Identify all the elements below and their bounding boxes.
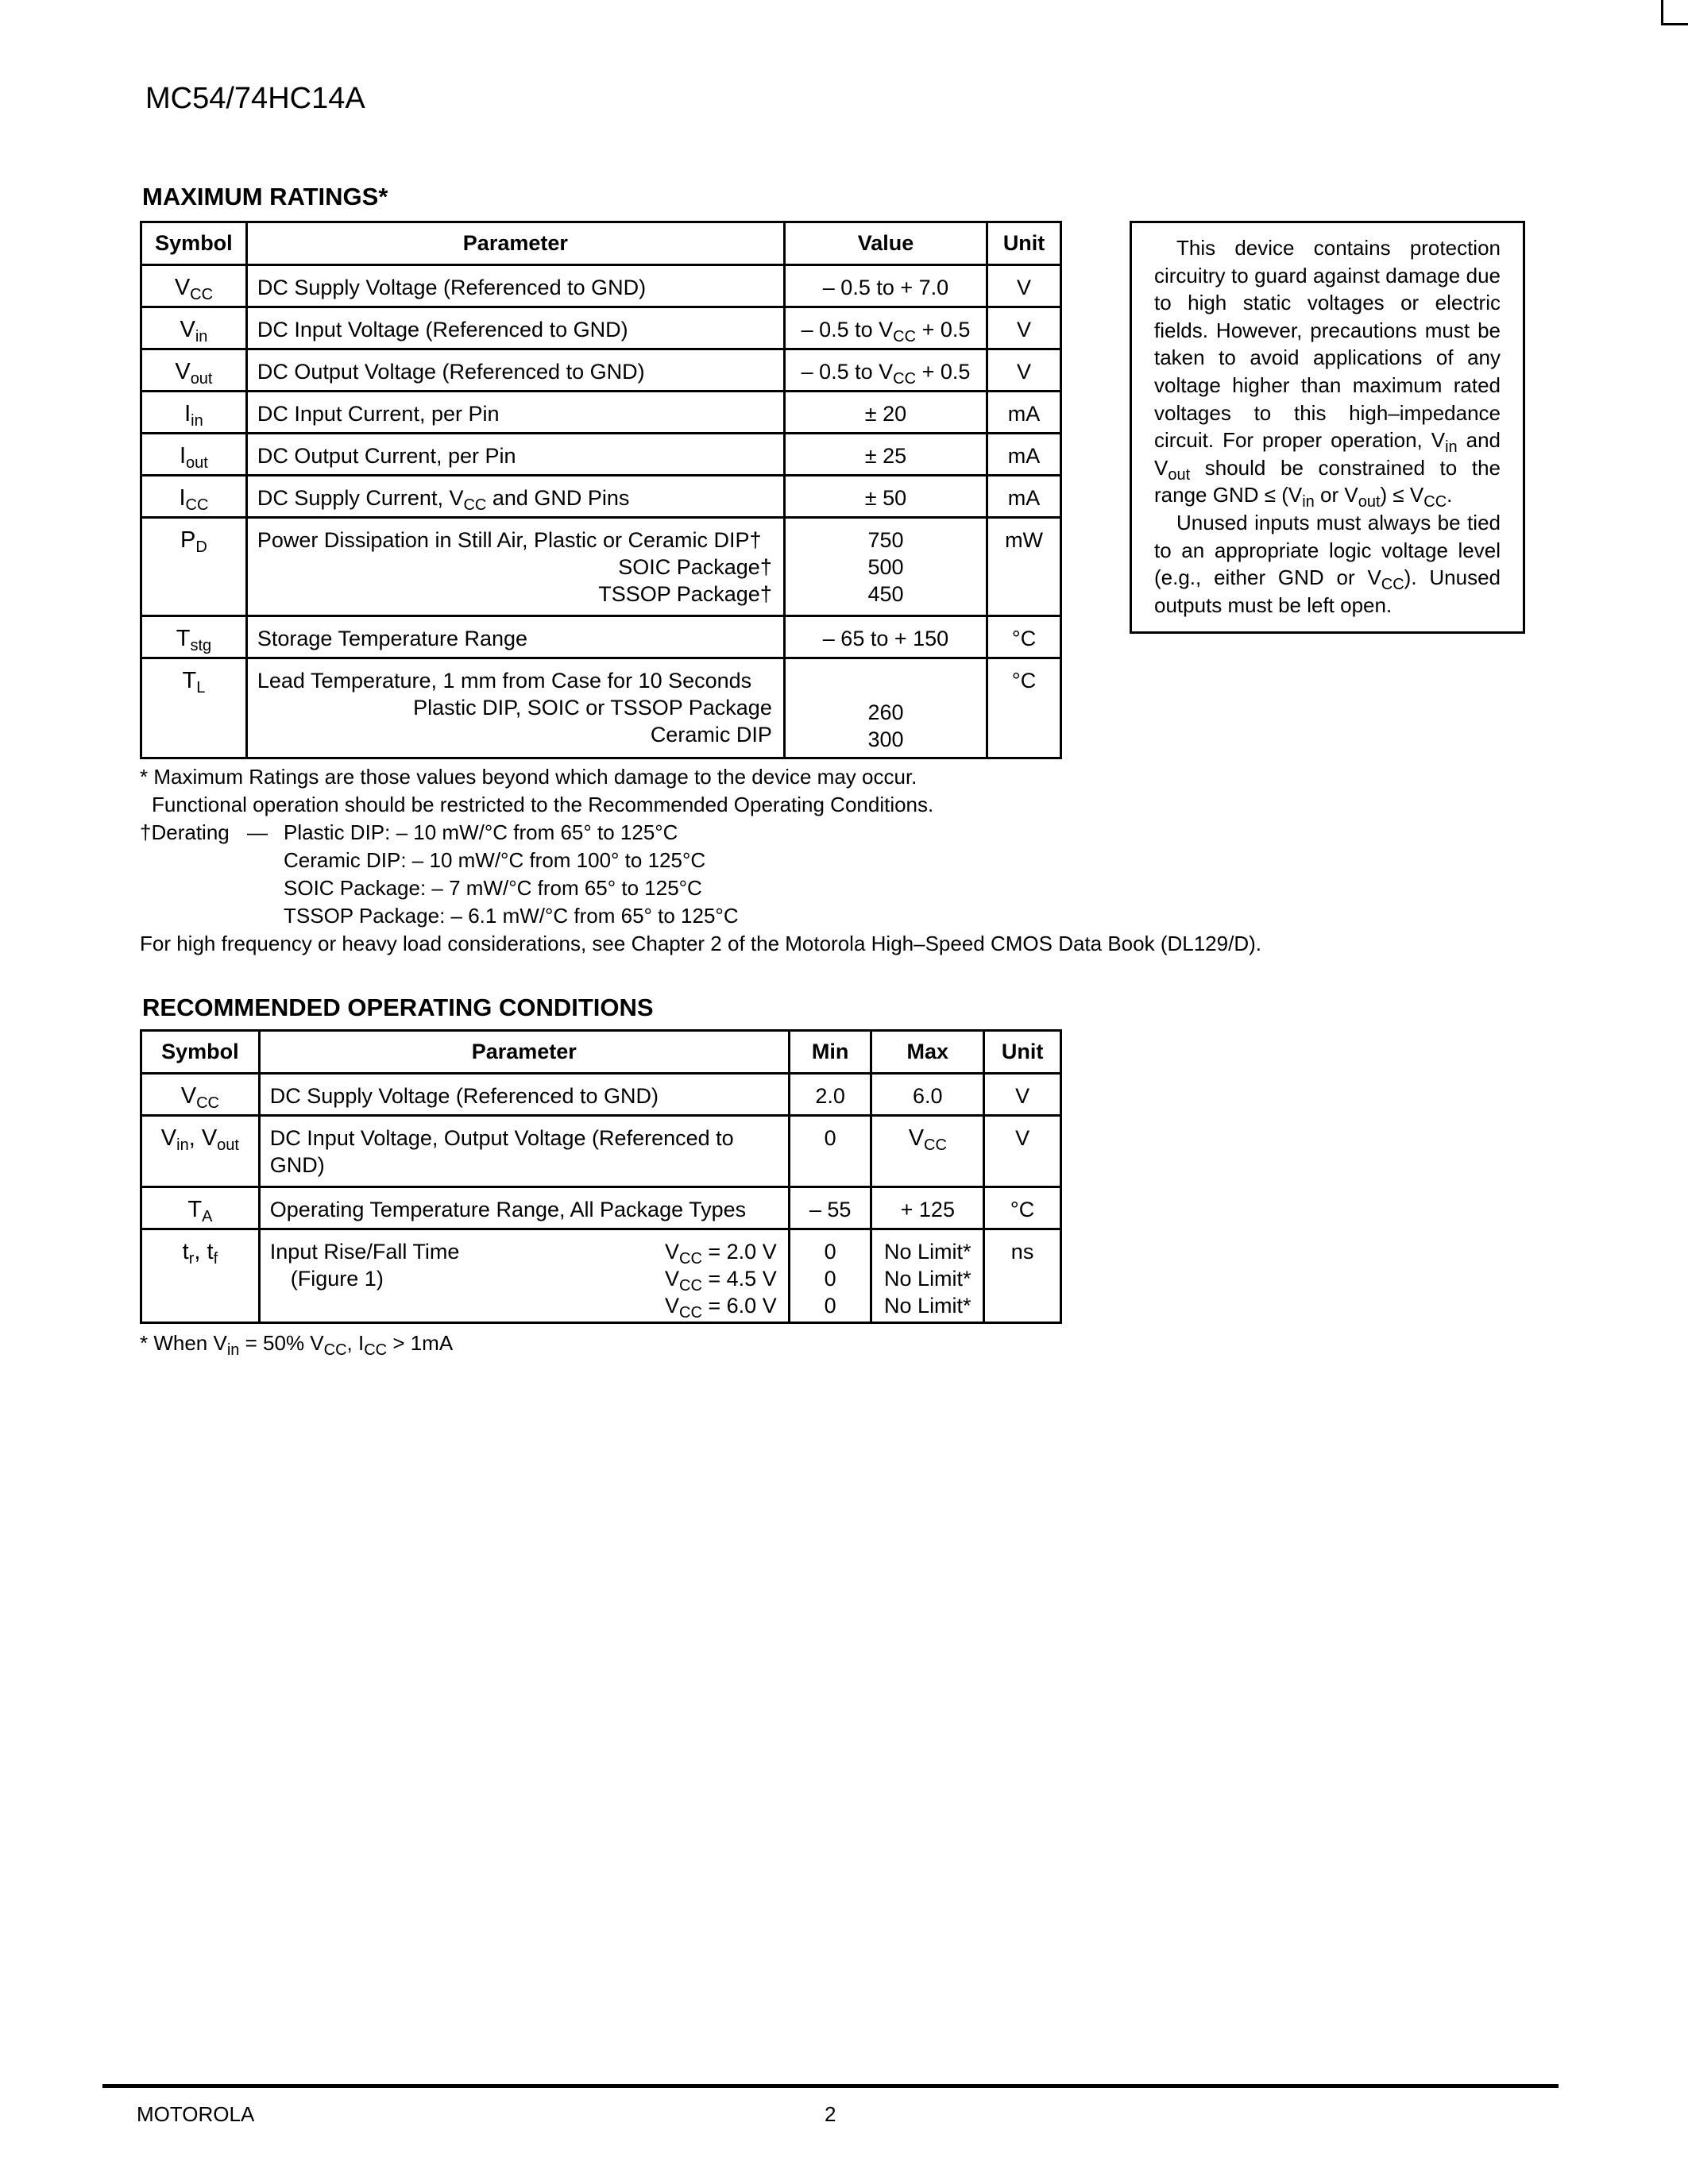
unit-cell: °C xyxy=(984,1187,1061,1229)
col-header: Max xyxy=(871,1031,984,1074)
symbol-cell: $t_r$, $t_f$ xyxy=(141,1229,260,1323)
table-row xyxy=(141,476,1061,518)
unit-cell: ns xyxy=(984,1229,1061,1323)
doc-title: MC54/74HC14A xyxy=(145,82,365,115)
note-line: * Maximum Ratings are those values beyond which damage to the device may occur. xyxy=(140,765,917,789)
protection-paragraph: This device contains protection circuitry to guard against damage due to high static voltages or electric fields. However, precautions must be taken to avoid applications of any voltage higher than maximum rated voltages to this high–impedance circuit. For proper operation, $V_{in}$ and $V_{out}$ should be constrained to the range GND ≤ ($V_{in}$ or $V_{out}) \le V_{CC}$. xyxy=(1154,236,1501,511)
symbol-cell: $I_{in}$ xyxy=(141,392,247,434)
min-cell: 0 0 0 xyxy=(789,1229,871,1323)
table-row xyxy=(141,265,1061,307)
col-header: Parameter xyxy=(246,222,784,265)
unit-cell: mA xyxy=(987,434,1061,476)
table-row xyxy=(141,1187,1061,1229)
table-row xyxy=(141,616,1061,658)
derating-line: TSSOP Package: – 6.1 mW/°C from 65° to 125°C xyxy=(284,904,739,928)
max-ratings-notes xyxy=(140,763,1261,958)
parameter-cell: Power Dissipation in Still Air, Plastic or Ceramic DIP† SOIC Package† TSSOP Package† xyxy=(246,518,784,616)
unit-cell: V xyxy=(984,1116,1061,1187)
parameter-cell: DC Supply Voltage (Referenced to GND) xyxy=(259,1074,789,1116)
parameter-cell: DC Input Voltage (Referenced to GND) xyxy=(246,307,784,349)
table-row xyxy=(141,1116,1061,1187)
col-header: Value xyxy=(784,222,987,265)
table-row xyxy=(141,307,1061,349)
protection-note xyxy=(1130,221,1525,634)
table-row xyxy=(141,658,1061,758)
unit-cell: °C xyxy=(987,658,1061,758)
symbol-cell: $I_{CC}$ xyxy=(141,476,247,518)
symbol-cell: $T_L$ xyxy=(141,658,247,758)
note-line: For high frequency or heavy load considerations, see Chapter 2 of the Motorola High–Speed CMOS Data Book (DL129/D). xyxy=(140,932,1261,955)
unit-cell: °C xyxy=(987,616,1061,658)
parameter-cell: DC Output Current, per Pin xyxy=(246,434,784,476)
symbol-cell: $V_{CC}$ xyxy=(141,1074,260,1116)
symbol-cell: $P_D$ xyxy=(141,518,247,616)
unit-cell: mA xyxy=(987,476,1061,518)
symbol-cell: $V_{CC}$ xyxy=(141,265,247,307)
symbol-cell: $T_A$ xyxy=(141,1187,260,1229)
value-cell: – 0.5 to $V_{CC} + 0.5$ xyxy=(784,307,987,349)
unit-cell: mA xyxy=(987,392,1061,434)
table-header-row xyxy=(141,222,1061,265)
symbol-cell: $V_{out}$ xyxy=(141,349,247,392)
min-cell: 2.0 xyxy=(789,1074,871,1116)
value-cell: ± 50 xyxy=(784,476,987,518)
value-cell: – 0.5 to $V_{CC} + 0.5$ xyxy=(784,349,987,392)
col-header: Unit xyxy=(984,1031,1061,1074)
unit-cell: V xyxy=(987,265,1061,307)
note-line: * When $V_{in} = 50\%$ $V_{CC}$, $I_{CC} > 1mA$ xyxy=(140,1331,454,1359)
col-header: Unit xyxy=(987,222,1061,265)
min-cell: 0 xyxy=(789,1116,871,1187)
parameter-cell: Operating Temperature Range, All Package Types xyxy=(259,1187,789,1229)
note-line: Functional operation should be restricted to the Recommended Operating Conditions. xyxy=(152,793,934,816)
col-header: Symbol xyxy=(141,1031,260,1074)
table-header-row xyxy=(141,1031,1061,1074)
footer-rule xyxy=(102,2084,1559,2088)
page-number: 2 xyxy=(825,2102,836,2126)
value-cell: ± 20 xyxy=(784,392,987,434)
parameter-cell: Lead Temperature, 1 mm from Case for 10 Seconds Plastic DIP, SOIC or TSSOP Package Ceramic DIP xyxy=(246,658,784,758)
min-cell: – 55 xyxy=(789,1187,871,1229)
col-header: Symbol xyxy=(141,222,247,265)
parameter-cell: DC Input Voltage, Output Voltage (Referenced to GND) xyxy=(259,1116,789,1187)
parameter-cell: DC Input Current, per Pin xyxy=(246,392,784,434)
parameter-cell: DC Supply Voltage (Referenced to GND) xyxy=(246,265,784,307)
derating-line: Ceramic DIP: – 10 mW/°C from 100° to 125°C xyxy=(284,848,706,872)
value-cell: 260 300 xyxy=(784,658,987,758)
rec-conditions-note xyxy=(140,1329,453,1357)
table-row xyxy=(141,392,1061,434)
derating-line: †Derating — Plastic DIP: – 10 mW/°C from 65° to 125°C xyxy=(140,820,678,844)
table-row xyxy=(141,349,1061,392)
value-cell: – 65 to + 150 xyxy=(784,616,987,658)
max-ratings-title: MAXIMUM RATINGS* xyxy=(142,183,388,210)
symbol-cell: $V_{in}$, $V_{out}$ xyxy=(141,1116,260,1187)
max-cell: $V_{CC}$ xyxy=(871,1116,984,1187)
table-row xyxy=(141,1074,1061,1116)
max-cell: No Limit* No Limit* No Limit* xyxy=(871,1229,984,1323)
max-ratings-table xyxy=(140,221,1062,759)
max-cell: + 125 xyxy=(871,1187,984,1229)
col-header: Min xyxy=(789,1031,871,1074)
vcc-conditions: $V_{CC} = 2.0$ V $V_{CC} = 4.5$ V $V_{CC} = 6.0$ V xyxy=(664,1240,777,1322)
table-row xyxy=(141,518,1061,616)
max-cell: 6.0 xyxy=(871,1074,984,1116)
value-cell: ± 25 xyxy=(784,434,987,476)
rec-conditions-title: RECOMMENDED OPERATING CONDITIONS xyxy=(142,994,654,1021)
unit-cell: V xyxy=(987,349,1061,392)
symbol-cell: $V_{in}$ xyxy=(141,307,247,349)
unit-cell: mW xyxy=(987,518,1061,616)
col-header: Parameter xyxy=(259,1031,789,1074)
symbol-cell: $T_{stg}$ xyxy=(141,616,247,658)
crop-mark xyxy=(1661,0,1688,25)
unused-inputs-paragraph: Unused inputs must always be tied to an appropriate logic voltage level (e.g., either GND or $V_{CC}$). Unused outputs must be left open. xyxy=(1154,510,1501,617)
parameter-cell: DC Output Voltage (Referenced to GND) xyxy=(246,349,784,392)
rec-conditions-table xyxy=(140,1029,1062,1324)
value-cell: – 0.5 to + 7.0 xyxy=(784,265,987,307)
unit-cell: V xyxy=(984,1074,1061,1116)
parameter-cell: DC Supply Current, $V_{CC}$ and GND Pins xyxy=(246,476,784,518)
table-row xyxy=(141,1229,1061,1323)
derating-line: SOIC Package: – 7 mW/°C from 65° to 125°C xyxy=(284,876,702,900)
unit-cell: V xyxy=(987,307,1061,349)
parameter-cell: Input Rise/Fall Time (Figure 1) $V_{CC} = 2.0$ V $V_{CC} = 4.5$ V $V_{CC} = 6.0$ V xyxy=(259,1229,789,1323)
parameter-cell: Storage Temperature Range xyxy=(246,616,784,658)
value-cell: 750 500 450 xyxy=(784,518,987,616)
table-row xyxy=(141,434,1061,476)
footer-brand: MOTOROLA xyxy=(137,2102,255,2126)
symbol-cell: $I_{out}$ xyxy=(141,434,247,476)
